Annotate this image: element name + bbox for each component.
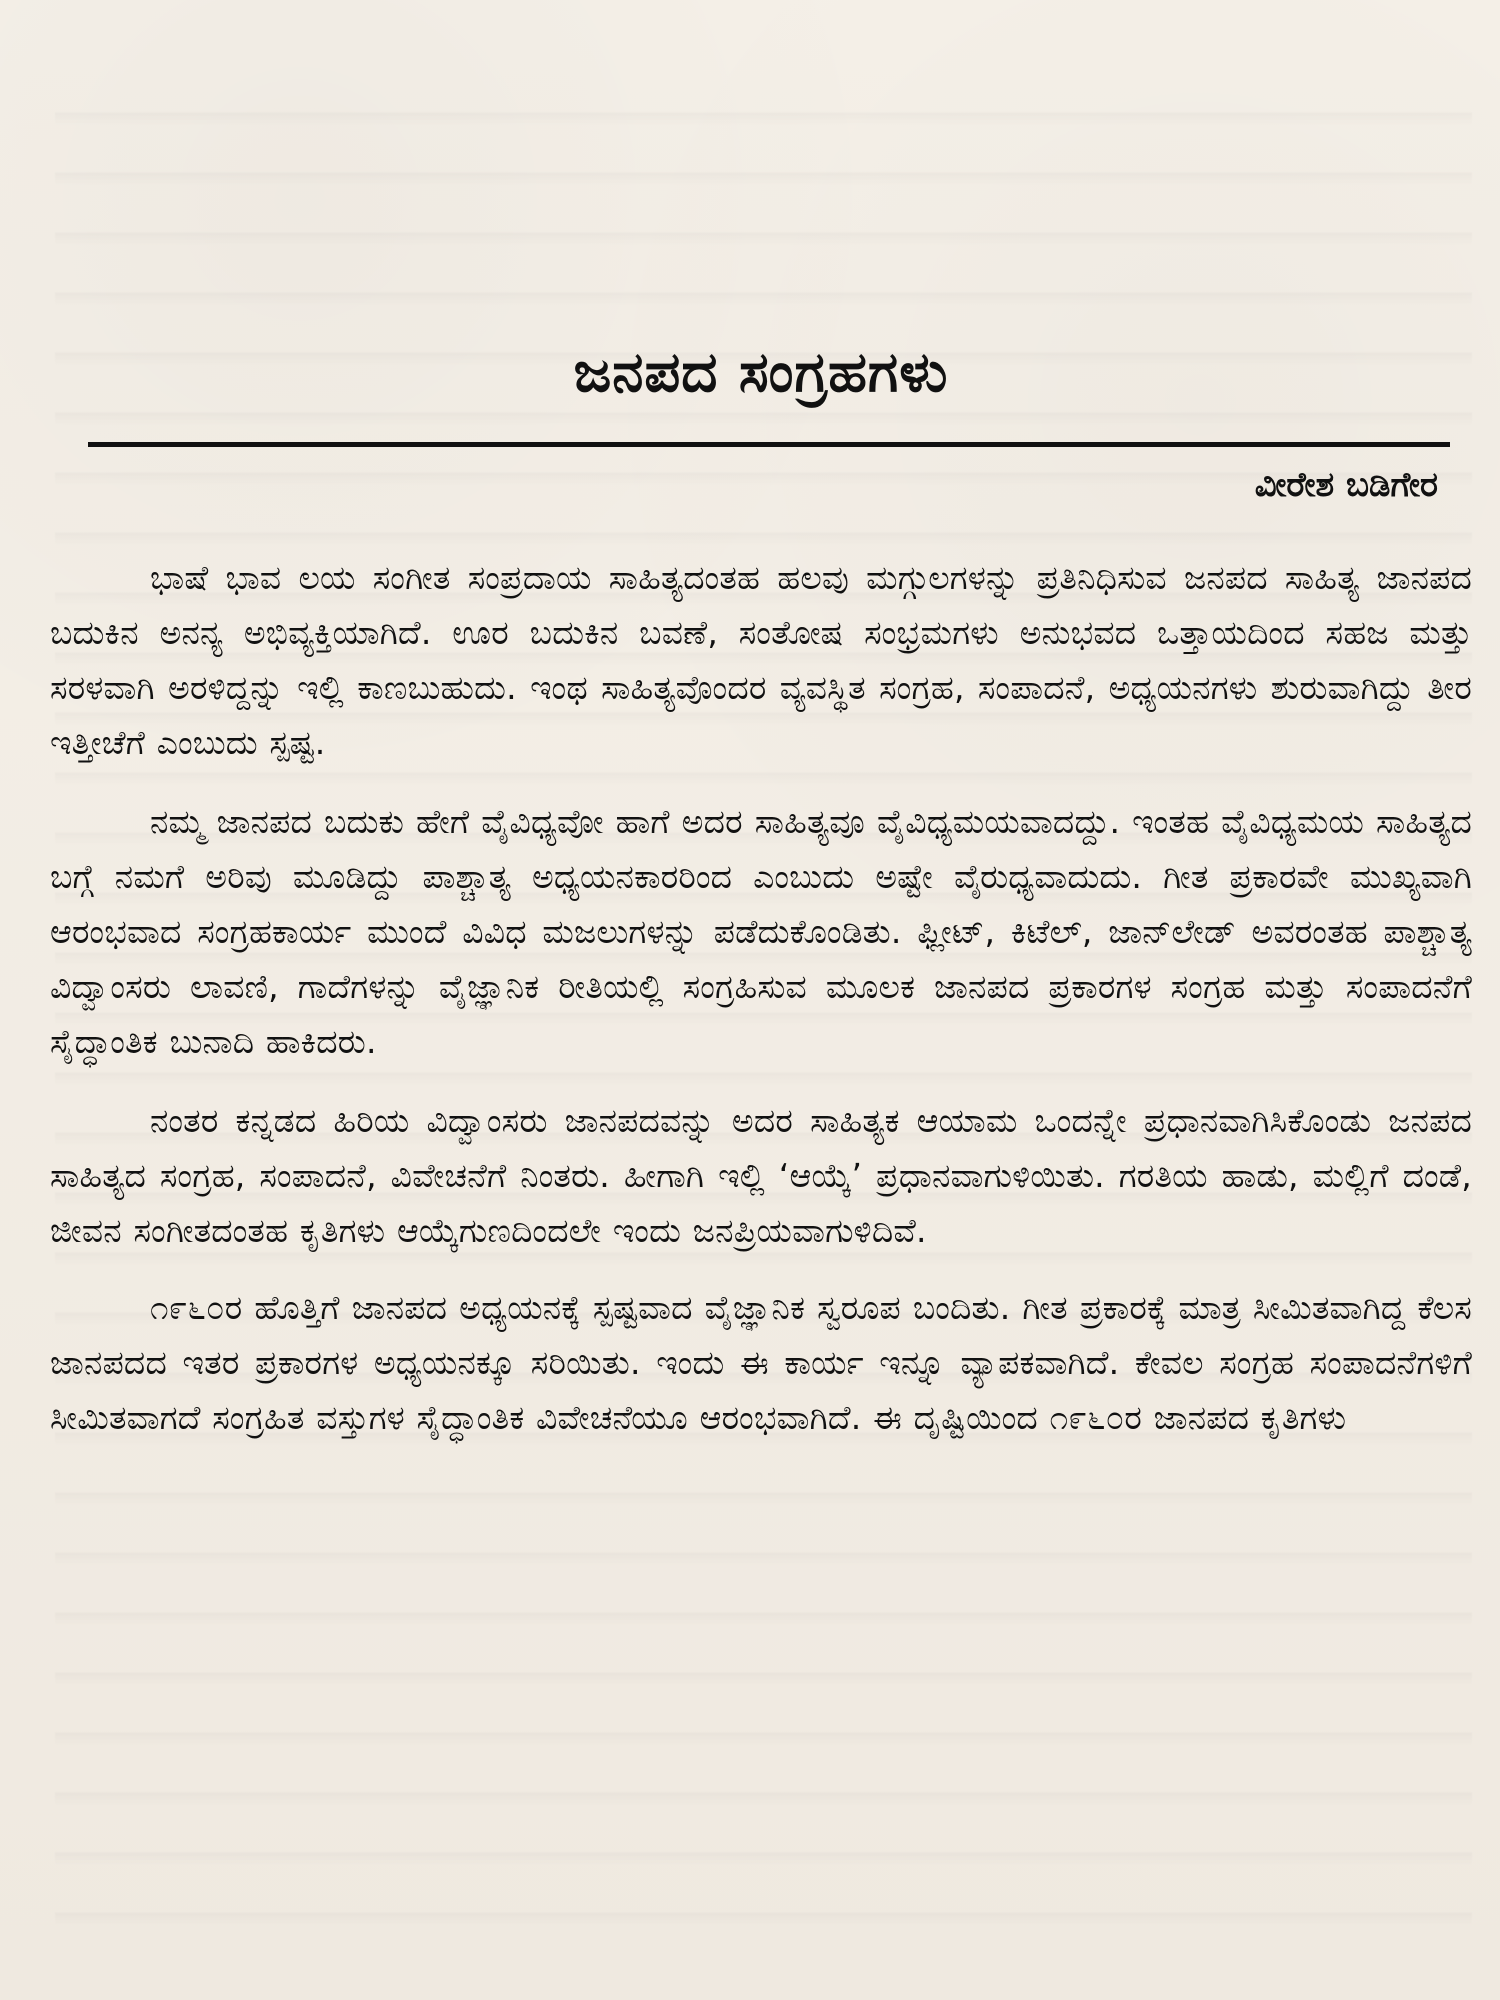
article-title: ಜನಪದ ಸಂಗ್ರಹಗಳು (573, 340, 949, 405)
paragraph-4: ೧೯೬೦ರ ಹೊತ್ತಿಗೆ ಜಾನಪದ ಅಧ್ಯಯನಕ್ಕೆ ಸ್ಪಷ್ಟವಾದ ವೈಜ್ಞಾನಿಕ ಸ್ವರೂಪ ಬಂದಿತು. ಗೀತ ಪ್ರಕಾರಕ್ಕೆ ಮಾತ್ರ ಸೀಮಿತವಾಗಿದ್ದ ಕೆಲಸ ಜಾನಪದದ ಇತರ ಪ್ರಕಾರಗಳ ಅಧ್ಯಯನಕ್ಕೂ ಸರಿಯಿತು. ಇಂದು ಈ ಕಾರ್ಯ ಇನ್ನೂ ವ್ಯಾಪಕವಾಗಿದೆ. ಕೇವಲ ಸಂಗ್ರಹ ಸಂಪಾದನೆಗಳಿಗೆ ಸೀಮಿತವಾಗದೆ ಸಂಗ್ರಹಿತ ವಸ್ತುಗಳ ಸೈದ್ಧಾಂತಿಕ ವಿವೇಚನೆಯೂ ಆರಂಭವಾಗಿದೆ. ಈ ದೃಷ್ಟಿಯಿಂದ ೧೯೬೦ರ ಜಾನಪದ ಕೃತಿಗಳು (50, 1288, 1472, 1437)
title-divider (88, 442, 1450, 447)
paragraph-2: ನಮ್ಮ ಜಾನಪದ ಬದುಕು ಹೇಗೆ ವೈವಿಧ್ಯವೋ ಹಾಗೆ ಅದರ ಸಾಹಿತ್ಯವೂ ವೈವಿಧ್ಯಮಯವಾದದ್ದು. ಇಂತಹ ವೈವಿಧ್ಯಮಯ ಸಾಹಿತ್ಯದ ಬಗ್ಗೆ ನಮಗೆ ಅರಿವು ಮೂಡಿದ್ದು ಪಾಶ್ಚಾತ್ಯ ಅಧ್ಯಯನಕಾರರಿಂದ ಎಂಬುದು ಅಷ್ಟೇ ವೈರುಧ್ಯವಾದುದು. ಗೀತ ಪ್ರಕಾರವೇ ಮುಖ್ಯವಾಗಿ ಆರಂಭವಾದ ಸಂಗ್ರಹಕಾರ್ಯ ಮುಂದೆ ವಿವಿಧ ಮಜಲುಗಳನ್ನು ಪಡೆದುಕೊಂಡಿತು. ಫ್ಲೀಟ್, ಕಿಟೆಲ್, ಜಾನ್‌ಲೇಡ್ ಅವರಂತಹ ಪಾಶ್ಚಾತ್ಯ ವಿದ್ವಾಂಸರು ಲಾವಣಿ, ಗಾದೆಗಳನ್ನು ವೈಜ್ಞಾನಿಕ ರೀತಿಯಲ್ಲಿ ಸಂಗ್ರಹಿಸುವ ಮೂಲಕ ಜಾನಪದ ಪ್ರಕಾರಗಳ ಸಂಗ್ರಹ ಮತ್ತು ಸಂಪಾದನೆಗೆ ಸೈದ್ಧಾಂತಿಕ ಬುನಾದಿ ಹಾಕಿದರು. (50, 802, 1472, 1061)
article-body (50, 550, 1472, 1467)
article-header (50, 0, 1472, 505)
paragraph-1: ಭಾಷೆ ಭಾವ ಲಯ ಸಂಗೀತ ಸಂಪ್ರದಾಯ ಸಾಹಿತ್ಯದಂತಹ ಹಲವು ಮಗ್ಗುಲಗಳನ್ನು ಪ್ರತಿನಿಧಿಸುವ ಜನಪದ ಸಾಹಿತ್ಯ ಜಾನಪದ ಬದುಕಿನ ಅನನ್ಯ ಅಭಿವ್ಯಕ್ತಿಯಾಗಿದೆ. ಊರ ಬದುಕಿನ ಬವಣೆ, ಸಂತೋಷ ಸಂಭ್ರಮಗಳು ಅನುಭವದ ಒತ್ತಾಯದಿಂದ ಸಹಜ ಮತ್ತು ಸರಳವಾಗಿ ಅರಳಿದ್ದನ್ನು ಇಲ್ಲಿ ಕಾಣಬುಹುದು. ಇಂಥ ಸಾಹಿತ್ಯವೊಂದರ ವ್ಯವಸ್ಥಿತ ಸಂಗ್ರಹ, ಸಂಪಾದನೆ, ಅಧ್ಯಯನಗಳು ಶುರುವಾಗಿದ್ದು ತೀರ ಇತ್ತೀಚೆಗೆ ಎಂಬುದು ಸ್ಪಷ್ಟ. (50, 558, 1472, 762)
author-name: ವೀರೇಶ ಬಡಿಗೇರ (1254, 465, 1438, 505)
paragraph-3: ನಂತರ ಕನ್ನಡದ ಹಿರಿಯ ವಿದ್ವಾಂಸರು ಜಾನಪದವನ್ನು ಅದರ ಸಾಹಿತ್ಯಕ ಆಯಾಮ ಒಂದನ್ನೇ ಪ್ರಧಾನವಾಗಿಸಿಕೊಂಡು ಜನಪದ ಸಾಹಿತ್ಯದ ಸಂಗ್ರಹ, ಸಂಪಾದನೆ, ವಿವೇಚನೆಗೆ ನಿಂತರು. ಹೀಗಾಗಿ ಇಲ್ಲಿ ‘ಆಯ್ಕೆ’ ಪ್ರಧಾನವಾಗುಳಿಯಿತು. ಗರತಿಯ ಹಾಡು, ಮಲ್ಲಿಗೆ ದಂಡೆ, ಜೀವನ ಸಂಗೀತದಂತಹ ಕೃತಿಗಳು ಆಯ್ಕೆಗುಣದಿಂದಲೇ ಇಂದು ಜನಪ್ರಿಯವಾಗುಳಿದಿವೆ. (50, 1101, 1472, 1250)
